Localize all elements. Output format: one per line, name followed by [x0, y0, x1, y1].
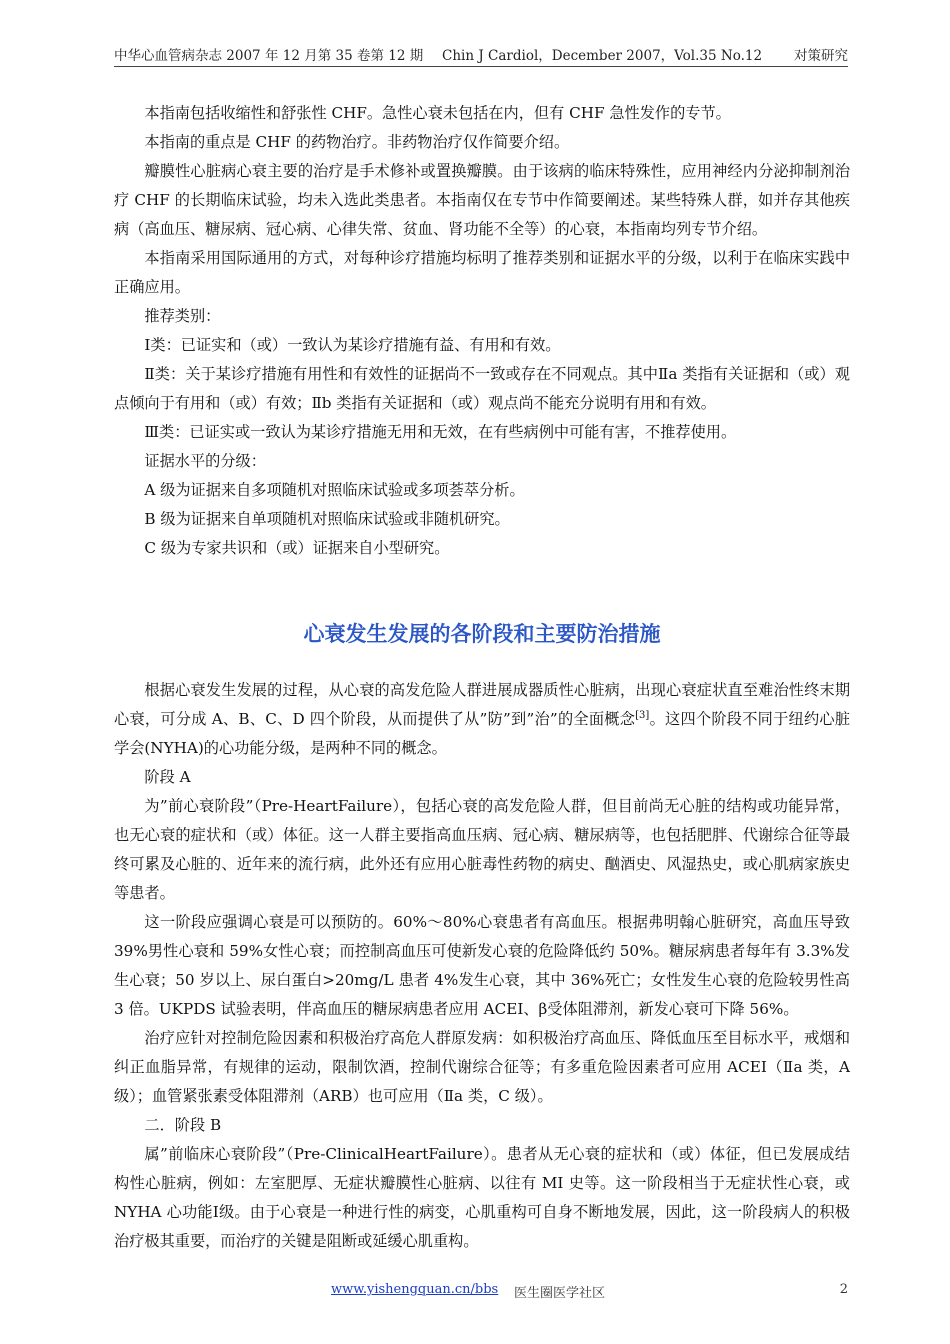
section-intro-tail: 。这四个阶段不同于纽约心脏学会(NYHA)的心功能分级，是两种不同的概念。 [114, 710, 850, 757]
paragraph: 证据水平的分级： [144, 452, 266, 470]
paragraph: Ⅱ类：关于某诊疗措施有用性和有效性的证据尚不一致或存在不同观点。其中Ⅱa 类指有关证据和（或）观点倾向于有用和（或）有效；Ⅱb 类指有关证据和（或）观点尚不能充分说明有用和有效。 [114, 365, 850, 412]
paragraph: 本指南采用国际通用的方式，对每种诊疗措施均标明了推荐类别和证据水平的分级，以利于在临床实践中正确应用。 [114, 249, 850, 296]
paragraph: C 级为专家共识和（或）证据来自小型研究。 [144, 539, 450, 557]
paragraph: Ⅲ类：已证实或一致认为某诊疗措施无用和无效，在有些病例中可能有害，不推荐使用。 [144, 423, 737, 441]
paragraph: 这一阶段应强调心衰是可以预防的。60%～80%心衰患者有高血压。根据弗明翰心脏研究，高血压导致 39%男性心衰和 59%女性心衰；而控制高血压可使新发心衰的危险降低约 50%。糖尿病患者每年有 3.3%发生心衰；50 岁以上、尿白蛋白>20mg/L 患者 4%发生心衰，其中 36%死亡；女性发生心衰的危险较男性高 3 倍。UKPDS 试验表明，伴高血压的糖尿病患者应用 ACEI、β受体阻滞剂，新发心衰可下降 56%。 [114, 913, 850, 1018]
paragraph: 二．阶段 B [144, 1116, 222, 1134]
paragraph: 阶段 A [144, 768, 191, 786]
paragraph: 治疗应针对控制危险因素和积极治疗高危人群原发病：如积极治疗高血压、降低血压至目标水平，戒烟和纠正血脂异常，有规律的运动，限制饮酒，控制代谢综合征等；有多重危险因素者可应用 ACEI（Ⅱa 类，A 级）；血管紧张素受体阻滞剂（ARB）也可应用（Ⅱa 类，C 级）。 [114, 1029, 850, 1105]
reference-marker[interactable]: [3] [635, 709, 650, 721]
paragraph: 为”前心衰阶段”（Pre-HeartFailure），包括心衰的高发危险人群，但目前尚无心脏的结构或功能异常，也无心衰的症状和（或）体征。这一人群主要指高血压病、冠心病、糖尿病等，也包括肥胖、代谢综合征等最终可累及心脏的、近年来的流行病，此外还有应用心脏毒性药物的病史、酗酒史、风湿热史，或心肌病家族史等患者。 [114, 797, 850, 902]
paragraph: Ⅰ类：已证实和（或）一致认为某诊疗措施有益、有用和有效。 [144, 336, 561, 354]
paragraph: 推荐类别： [144, 307, 221, 325]
paragraph: 本指南的重点是 CHF 的药物治疗。非药物治疗仅作简要介绍。 [144, 133, 570, 151]
paragraph: A 级为证据来自多项随机对照临床试验或多项荟萃分析。 [144, 481, 525, 499]
stages-section [114, 676, 850, 1256]
paragraph: B 级为证据来自单项随机对照临床试验或非随机研究。 [144, 510, 510, 528]
section-intro-text: 根据心衰发生发展的过程，从心衰的高发危险人群进展成器质性心脏病，出现心衰症状直至难治性终末期心衰，可分成 A、B、C、D 四个阶段，从而提供了从”防”到”治”的全面概念 [114, 681, 850, 728]
section-heading: 心衰发生发展的各阶段和主要防治措施 [303, 622, 661, 646]
footer-site-name: 医生圈医学社区 [514, 1286, 606, 1301]
paragraph: 瓣膜性心脏病心衰主要的治疗是手术修补或置换瓣膜。由于该病的临床特殊性，应用神经内分泌抑制剂治疗 CHF 的长期临床试验，均未入选此类患者。本指南仅在专节中作简要阐述。某些特殊人群，如并存其他疾病（高血压、糖尿病、冠心病、心律失常、贫血、肾功能不全等）的心衰，本指南均列专节介绍。 [114, 162, 850, 238]
footer-link[interactable]: www.yishengquan.cn/bbs [331, 1282, 499, 1297]
page-number: 2 [839, 1282, 848, 1297]
section-label: 对策研究 [794, 48, 848, 64]
intro-section [114, 99, 850, 563]
journal-title-cn: 中华心血管病杂志 2007 年 12 月第 35 卷第 12 期 [114, 48, 424, 64]
paragraph: 本指南包括收缩性和舒张性 CHF。急性心衰未包括在内，但有 CHF 急性发作的专节。 [144, 104, 731, 122]
paragraph [114, 676, 850, 763]
journal-title-en: Chin J Cardiol，December 2007，Vol.35 No.12 [442, 48, 763, 64]
paragraph: 属”前临床心衰阶段”（Pre-ClinicalHeartFailure）。患者从无心衰的症状和（或）体征，但已发展成结构性心脏病，例如：左室肥厚、无症状瓣膜性心脏病、以往有 MI 史等。这一阶段相当于无症状性心衰，或 NYHA 心功能Ⅰ级。由于心衰是一种进行性的病变，心肌重构可自身不断地发展，因此，这一阶段病人的积极治疗极其重要，而治疗的关键是阻断或延缓心肌重构。 [114, 1145, 850, 1250]
page-footer [0, 1282, 950, 1302]
running-header [114, 44, 848, 67]
